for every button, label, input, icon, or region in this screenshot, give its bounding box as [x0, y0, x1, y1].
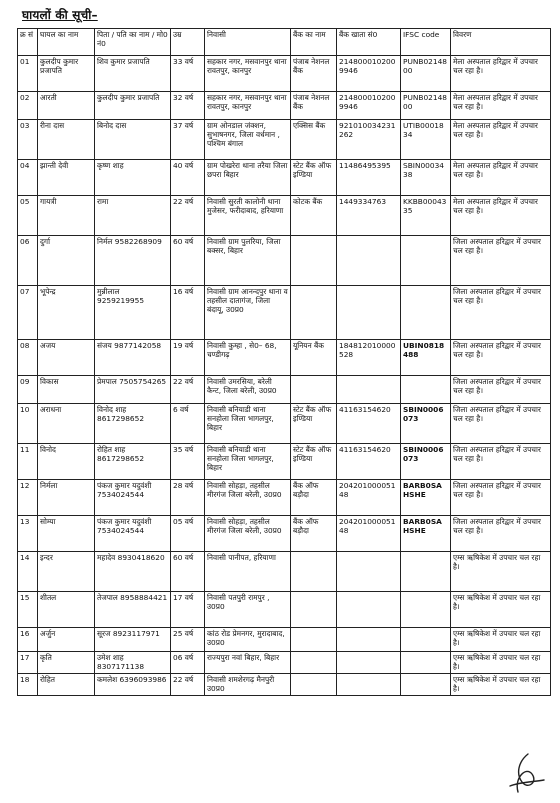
cell-detail: जिला अस्पताल हरिद्वार में उपचार चल रहा है।: [451, 286, 551, 340]
cell-age: 6 वर्ष: [171, 404, 205, 444]
cell-address: निवासी बनियाडी थाना सनहोला जिला भागलपुर, बिहार: [205, 404, 291, 444]
cell-detail: एम्स ऋषिकेश में उपचार चल रहा है।: [451, 592, 551, 628]
cell-name: दुर्गा: [38, 236, 95, 286]
cell-detail: मेला अस्पताल हरिद्वार में उपचार चल रहा है।: [451, 92, 551, 120]
cell-address: राज्यपुरा नवां बिहार, बिहार: [205, 652, 291, 674]
table-row: [18, 674, 551, 696]
cell-address: निवासी सुरती कालोनी थाना मुजेसर, फरीदाबाद, हरियाणा: [205, 196, 291, 236]
cell-detail: एम्स ऋषिकेश में उपचार चल रहा है।: [451, 652, 551, 674]
cell-account: 184812010000528: [337, 340, 401, 376]
table-row: [18, 592, 551, 628]
cell-parent: कमलेश 6396093986: [95, 674, 171, 696]
cell-age: 22 वर्ष: [171, 674, 205, 696]
cell-bank: स्टेट बैंक ऑफ इण्डिया: [291, 160, 337, 196]
cell-age: 16 वर्ष: [171, 286, 205, 340]
cell-parent: पंकज कुमार यदुवंशी 7534024544: [95, 516, 171, 552]
cell-ifsc: UBIN0818488: [401, 340, 451, 376]
cell-ifsc: UTIB0001834: [401, 120, 451, 160]
cell-account: 921010034231262: [337, 120, 401, 160]
cell-ifsc: [401, 552, 451, 592]
cell-bank: बैंक ऑफ बड़ौदा: [291, 516, 337, 552]
cell-age: 22 वर्ष: [171, 376, 205, 404]
cell-address: निवासी सोहड़ा, तहसील मीरगंज जिला बरेली, उ0प्र0: [205, 480, 291, 516]
cell-parent: पंकज कुमार यदुवंशी 7534024544: [95, 480, 171, 516]
cell-bank: [291, 652, 337, 674]
cell-detail: जिला अस्पताल हरिद्वार में उपचार चल रहा है।: [451, 444, 551, 480]
cell-bank: स्टेट बैंक ऑफ इण्डिया: [291, 404, 337, 444]
cell-ifsc: [401, 286, 451, 340]
cell-name: रीना दास: [38, 120, 95, 160]
cell-name: अर्जुन: [38, 628, 95, 652]
table-row: [18, 552, 551, 592]
cell-serial: 05: [18, 196, 38, 236]
cell-serial: 15: [18, 592, 38, 628]
cell-account: [337, 592, 401, 628]
cell-account: 41163154620: [337, 444, 401, 480]
cell-address: निवासी शमशेरगढ़ मैनपुरी उ0प्र0: [205, 674, 291, 696]
cell-parent: शिव कुमार प्रजापति: [95, 56, 171, 92]
cell-parent: कुलदीप कुमार प्रजापति: [95, 92, 171, 120]
cell-age: 05 वर्ष: [171, 516, 205, 552]
table-row: [18, 286, 551, 340]
cell-account: [337, 552, 401, 592]
table-row: [18, 480, 551, 516]
cell-serial: 13: [18, 516, 38, 552]
header-ifsc: IFSC code: [401, 29, 451, 56]
cell-detail: जिला अस्पताल हरिद्वार में उपचार चल रहा है।: [451, 340, 551, 376]
cell-detail: जिला अस्पताल हरिद्वार में उपचार चल रहा है।: [451, 236, 551, 286]
cell-serial: 16: [18, 628, 38, 652]
cell-detail: मेला अस्पताल हरिद्वार में उपचार चल रहा है।: [451, 196, 551, 236]
cell-age: 22 वर्ष: [171, 196, 205, 236]
cell-account: 20420100005148: [337, 480, 401, 516]
cell-bank: एक्सिस बैंक: [291, 120, 337, 160]
header-account: बैंक खाता सं0: [337, 29, 401, 56]
cell-ifsc: [401, 674, 451, 696]
header-parent: पिता / पति का नाम / मो0 नं0: [95, 29, 171, 56]
cell-parent: कृष्ण शाह: [95, 160, 171, 196]
cell-ifsc: BARB0SAHSHE: [401, 480, 451, 516]
cell-detail: एम्स ऋषिकेश में उपचार चल रहा है।: [451, 552, 551, 592]
header-detail: विवरण: [451, 29, 551, 56]
cell-address: निवासी पानीपत, हरियाणा: [205, 552, 291, 592]
cell-detail: मेला अस्पताल हरिद्वार में उपचार चल रहा है।: [451, 120, 551, 160]
cell-serial: 02: [18, 92, 38, 120]
cell-ifsc: SBIN0006073: [401, 404, 451, 444]
table-row: [18, 628, 551, 652]
cell-detail: मेला अस्पताल हरिद्वार में उपचार चल रहा है।: [451, 56, 551, 92]
cell-age: 19 वर्ष: [171, 340, 205, 376]
cell-address: निवासी कुम्हा , से0– 68, चण्डीगढ़: [205, 340, 291, 376]
header-address: निवासी: [205, 29, 291, 56]
cell-detail: मेला अस्पताल हरिद्वार में उपचार चल रहा है।: [451, 160, 551, 196]
cell-age: 40 वर्ष: [171, 160, 205, 196]
cell-serial: 06: [18, 236, 38, 286]
cell-ifsc: SBIN0003438: [401, 160, 451, 196]
cell-parent: निर्मल 9582268909: [95, 236, 171, 286]
cell-ifsc: [401, 652, 451, 674]
header-serial: क्र सं: [18, 29, 38, 56]
signature-mark: [506, 752, 546, 798]
cell-parent: प्रेमपाल 7505754265: [95, 376, 171, 404]
cell-account: [337, 286, 401, 340]
cell-parent: महादेव 8930418620: [95, 552, 171, 592]
cell-name: शीतल: [38, 592, 95, 628]
cell-bank: [291, 552, 337, 592]
cell-address: निवासी ग्राम पुलरिया, जिला बक्सर, बिहार: [205, 236, 291, 286]
header-bank: बैंक का नाम: [291, 29, 337, 56]
cell-detail: एम्स ऋषिकेश में उपचार चल रहा है।: [451, 628, 551, 652]
cell-name: अराधना: [38, 404, 95, 444]
cell-bank: पंजाब नेशनल बैंक: [291, 92, 337, 120]
cell-serial: 10: [18, 404, 38, 444]
cell-name: विनोद: [38, 444, 95, 480]
cell-name: भूपेन्द्र: [38, 286, 95, 340]
cell-age: 35 वर्ष: [171, 444, 205, 480]
cell-address: कांठ रोड प्रेमनगर, मुरादाबाद, उ0प्र0: [205, 628, 291, 652]
cell-detail: जिला अस्पताल हरिद्वार में उपचार चल रहा है।: [451, 376, 551, 404]
cell-account: 11486495395: [337, 160, 401, 196]
cell-name: आरती: [38, 92, 95, 120]
cell-age: 32 वर्ष: [171, 92, 205, 120]
cell-ifsc: SBIN0006073: [401, 444, 451, 480]
cell-ifsc: KKBB0004335: [401, 196, 451, 236]
header-name: घायल का नाम: [38, 29, 95, 56]
cell-serial: 18: [18, 674, 38, 696]
cell-serial: 08: [18, 340, 38, 376]
cell-bank: बैंक ऑफ बड़ौदा: [291, 480, 337, 516]
cell-bank: [291, 286, 337, 340]
cell-name: रोहित: [38, 674, 95, 696]
cell-name: कृति: [38, 652, 95, 674]
cell-ifsc: [401, 236, 451, 286]
table-row: [18, 196, 551, 236]
cell-bank: यूनियन बैंक: [291, 340, 337, 376]
table-row: [18, 160, 551, 196]
cell-name: कुलदीप कुमार प्रजापति: [38, 56, 95, 92]
cell-age: 28 वर्ष: [171, 480, 205, 516]
cell-account: 2148000102009946: [337, 56, 401, 92]
table-row: [18, 56, 551, 92]
cell-serial: 07: [18, 286, 38, 340]
cell-address: ग्राम ओनडाल जंक्शन, सुभाषनगर, जिला वर्धमान , पश्चिम बंगाल: [205, 120, 291, 160]
cell-parent: तेजपाल 8958884421: [95, 592, 171, 628]
cell-parent: रामा: [95, 196, 171, 236]
cell-age: 60 वर्ष: [171, 552, 205, 592]
cell-bank: [291, 376, 337, 404]
cell-address: निवासी सोहड़ा, तहसील मीरगंज जिला बरेली, उ0प्र0: [205, 516, 291, 552]
cell-age: 60 वर्ष: [171, 236, 205, 286]
cell-ifsc: PUNB0214800: [401, 56, 451, 92]
cell-detail: जिला अस्पताल हरिद्वार में उपचार चल रहा है।: [451, 404, 551, 444]
table-row: [18, 444, 551, 480]
cell-address: निवासी बनियाडी थाना सनहोला जिला भागलपुर, बिहार: [205, 444, 291, 480]
cell-account: [337, 652, 401, 674]
cell-parent: उमेश शाह 8307171138: [95, 652, 171, 674]
cell-serial: 04: [18, 160, 38, 196]
table-row: [18, 92, 551, 120]
cell-parent: रोहित शाह 8617298652: [95, 444, 171, 480]
table-header-row: [18, 29, 551, 56]
table-row: [18, 404, 551, 444]
cell-name: इन्दर: [38, 552, 95, 592]
cell-name: झान्ती देवी: [38, 160, 95, 196]
cell-account: [337, 628, 401, 652]
cell-account: [337, 674, 401, 696]
table-row: [18, 236, 551, 286]
cell-detail: जिला अस्पताल हरिद्वार में उपचार चल रहा है।: [451, 516, 551, 552]
cell-bank: स्टेट बैंक ऑफ इण्डिया: [291, 444, 337, 480]
cell-name: सोम्या: [38, 516, 95, 552]
cell-serial: 11: [18, 444, 38, 480]
cell-account: [337, 376, 401, 404]
cell-serial: 03: [18, 120, 38, 160]
cell-parent: मुन्नीलाल 9259219955: [95, 286, 171, 340]
cell-account: 20420100005148: [337, 516, 401, 552]
header-age: उम्र: [171, 29, 205, 56]
cell-bank: [291, 628, 337, 652]
cell-serial: 17: [18, 652, 38, 674]
table-row: [18, 516, 551, 552]
cell-parent: संजय 9877142058: [95, 340, 171, 376]
cell-address: निवासी पतपुरी रामपुर , उ0प्र0: [205, 592, 291, 628]
cell-address: सहकार नगर, मसवानपुर थाना रावतपुर, कानपुर: [205, 92, 291, 120]
cell-name: विकास: [38, 376, 95, 404]
cell-account: [337, 236, 401, 286]
cell-name: निर्मला: [38, 480, 95, 516]
cell-name: अजय: [38, 340, 95, 376]
cell-ifsc: [401, 592, 451, 628]
cell-address: निवासी उमरसिया, बरेली कैन्ट, जिला बरेली, उ0प्र0: [205, 376, 291, 404]
cell-parent: सूरज 8923117971: [95, 628, 171, 652]
cell-account: 41163154620: [337, 404, 401, 444]
cell-detail: जिला अस्पताल हरिद्वार में उपचार चल रहा है।: [451, 480, 551, 516]
table-row: [18, 340, 551, 376]
cell-detail: एम्स ऋषिकेश में उपचार चल रहा है।: [451, 674, 551, 696]
injured-list-table: [17, 28, 551, 696]
cell-bank: [291, 592, 337, 628]
cell-account: 1449334763: [337, 196, 401, 236]
cell-age: 25 वर्ष: [171, 628, 205, 652]
cell-bank: पंजाब नेशनल बैंक: [291, 56, 337, 92]
cell-ifsc: PUNB0214800: [401, 92, 451, 120]
cell-address: ग्राम पोखरेरा थाना तरैया जिला छपरा बिहार: [205, 160, 291, 196]
cell-serial: 01: [18, 56, 38, 92]
cell-age: 37 वर्ष: [171, 120, 205, 160]
cell-serial: 12: [18, 480, 38, 516]
cell-address: निवासी ग्राम आनन्दपुर थाना व तहसील दातागंज, जिला बंदायू, उ0प्र0: [205, 286, 291, 340]
cell-name: गायत्री: [38, 196, 95, 236]
cell-bank: [291, 236, 337, 286]
cell-bank: कोटक बैंक: [291, 196, 337, 236]
cell-address: सहकार नगर, मसवानपुर थाना रावतपुर, कानपुर: [205, 56, 291, 92]
cell-parent: विनोद शाह 8617298652: [95, 404, 171, 444]
table-row: [18, 376, 551, 404]
cell-serial: 14: [18, 552, 38, 592]
cell-ifsc: [401, 628, 451, 652]
cell-account: 2148000102009946: [337, 92, 401, 120]
cell-age: 06 वर्ष: [171, 652, 205, 674]
table-row: [18, 120, 551, 160]
cell-parent: बिनोद दास: [95, 120, 171, 160]
cell-age: 33 वर्ष: [171, 56, 205, 92]
cell-ifsc: [401, 376, 451, 404]
cell-serial: 09: [18, 376, 38, 404]
cell-ifsc: BARB0SAHSHE: [401, 516, 451, 552]
table-row: [18, 652, 551, 674]
cell-age: 17 वर्ष: [171, 592, 205, 628]
page-title: घायलों की सूची–: [22, 8, 98, 22]
cell-bank: [291, 674, 337, 696]
